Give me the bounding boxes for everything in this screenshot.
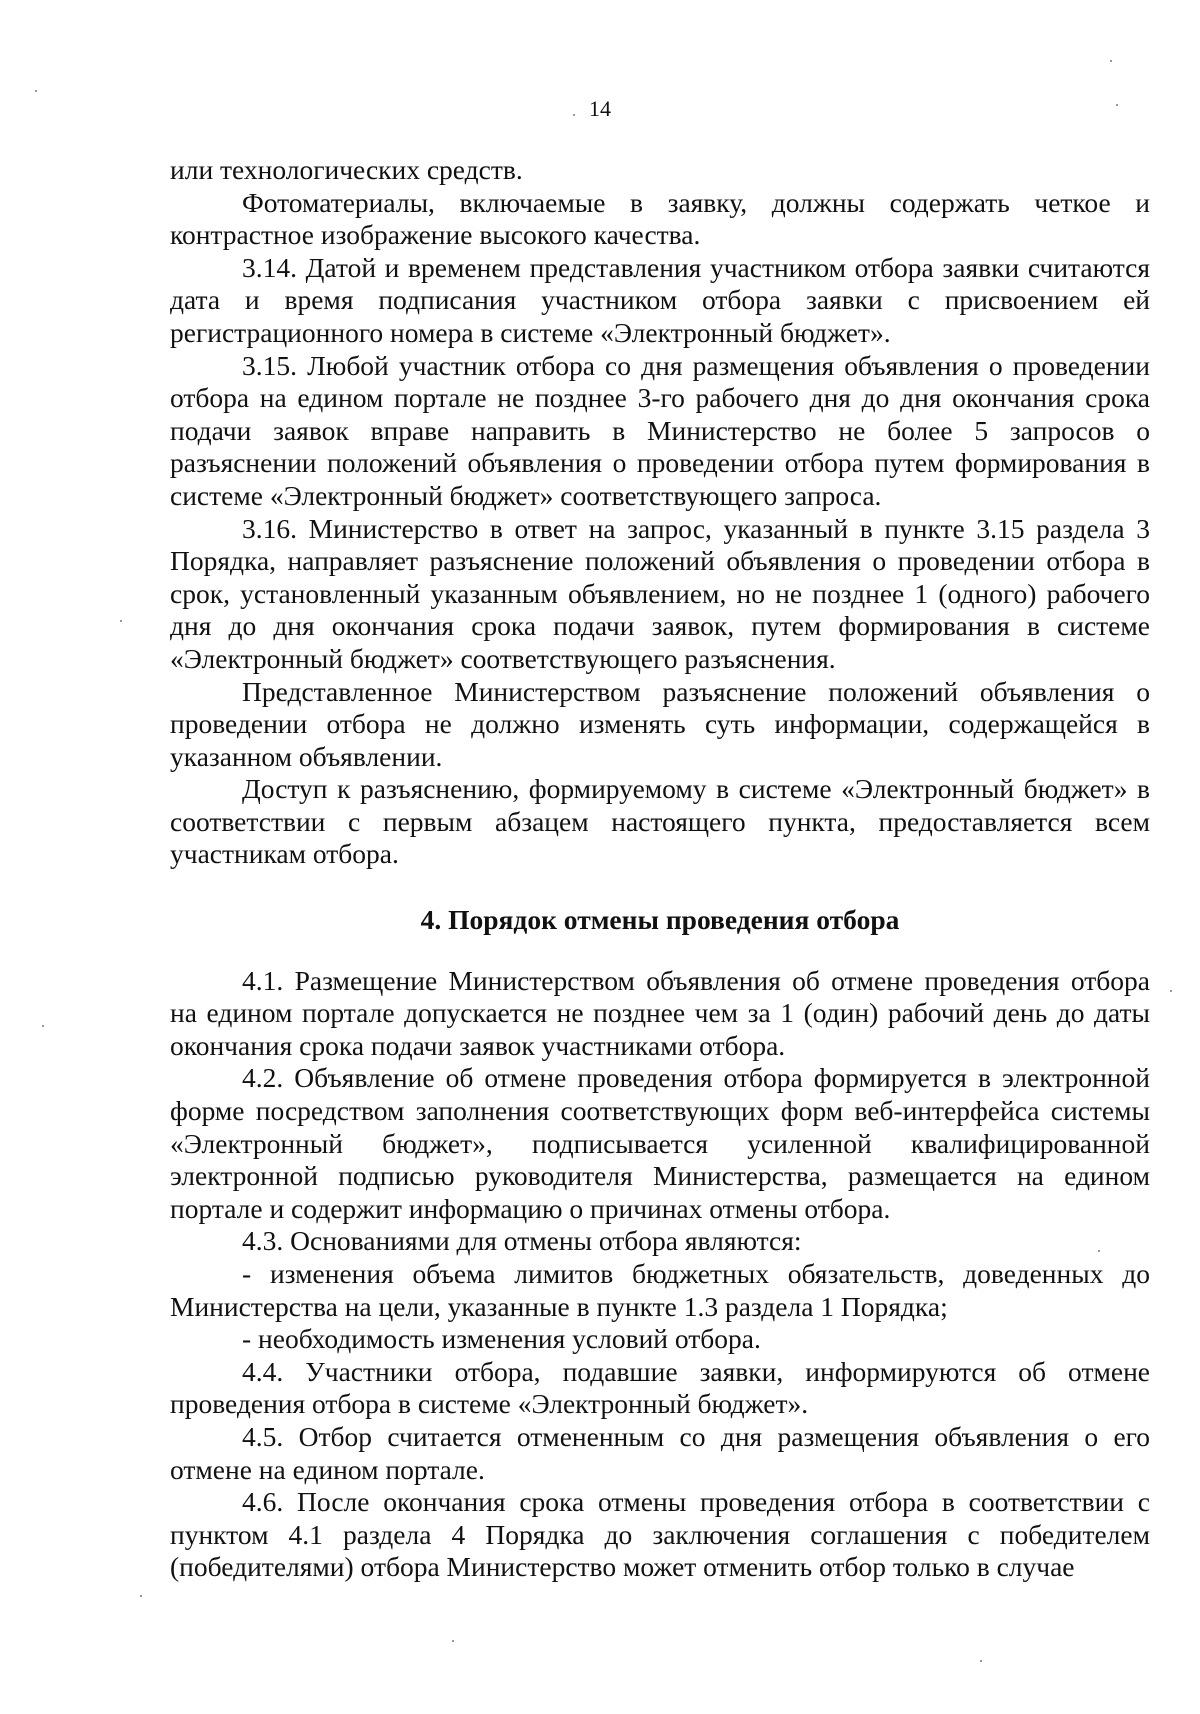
list-item-budget-limits: - изменения объема лимитов бюджетных обязательств, доведенных до Министерства на цели, указанные в пункте 1.3 раздела 1 Порядка; xyxy=(170,1258,1150,1322)
paragraph-4-1: 4.1. Размещение Министерством объявления об отмене проведения отбора на едином портале допускается не позднее чем за 1 (один) рабочий день до даты окончания срока подачи заявок участниками отбора. xyxy=(170,964,1150,1061)
scan-speck xyxy=(452,1640,454,1642)
paragraph-3-15: 3.15. Любой участник отбора со дня размещения объявления о проведении отбора на едином портале не позднее 3-го рабочего дня до дня окончания срока подачи заявок вправе направить в Министерство не более 5 запросов о разъяснении положений объявления о проведении отбора путем формирования в системе «Электронный бюджет» соответствующего запроса. xyxy=(170,349,1150,511)
scan-speck xyxy=(1170,990,1172,992)
scan-speck xyxy=(42,1025,44,1027)
scan-speck xyxy=(35,90,37,92)
scan-speck xyxy=(1110,60,1112,62)
scan-speck xyxy=(573,114,575,116)
paragraph-4-5: 4.5. Отбор считается отмененным со дня размещения объявления о его отмене на едином портале. xyxy=(170,1420,1150,1485)
paragraph-clarification-access: Доступ к разъяснению, формируемому в системе «Электронный бюджет» в соответствии с первым абзацем настоящего пункта, предоставляется всем участникам отбора. xyxy=(170,773,1150,870)
document-body xyxy=(170,154,1150,1584)
paragraph-3-16: 3.16. Министерство в ответ на запрос, указанный в пункте 3.15 раздела 3 Порядка, направляет разъяснение положений объявления о проведении отбора в срок, установленный указанным объявлением, но не позднее 1 (одного) рабочего дня до дня окончания срока подачи заявок, путем формирования в системе «Электронный бюджет» соответствующего разъяснения. xyxy=(170,512,1150,674)
paragraph-clarification-content: Представленное Министерством разъяснение положений объявления о проведении отбора не должно изменять суть информации, содержащейся в указанном объявлении. xyxy=(170,675,1150,772)
paragraph-4-6: 4.6. После окончания срока отмены проведения отбора в соответствии с пунктом 4.1 раздела 4 Порядка до заключения соглашения с победителем (победителями) отбора Министерство может отменить отбор только в случае xyxy=(170,1486,1150,1583)
scan-speck xyxy=(1098,1250,1100,1252)
paragraph-4-4: 4.4. Участники отбора, подавшие заявки, информируются об отмене проведения отбора в системе «Электронный бюджет». xyxy=(170,1355,1150,1420)
section-heading: 4. Порядок отмены проведения отбора xyxy=(420,904,900,936)
scan-speck xyxy=(1116,104,1118,106)
paragraph-3-14: 3.14. Датой и временем представления участником отбора заявки считаются дата и время подписания участником отбора заявки с присвоением ей регистрационного номера в системе «Электронный бюджет». xyxy=(170,251,1150,348)
paragraph-photo-materials: Фотоматериалы, включаемые в заявку, должны содержать четкое и контрастное изображение высокого качества. xyxy=(170,186,1150,251)
scan-speck xyxy=(980,1660,982,1662)
scan-speck xyxy=(120,620,122,622)
paragraph-4-2: 4.2. Объявление об отмене проведения отбора формируется в электронной форме посредством заполнения соответствующих форм веб-интерфейса системы «Электронный бюджет», подписывается усиленной квалифицированной электронной подписью руководителя Министерства, размещается на едином портале и содержит информацию о причинах отмены отбора. xyxy=(170,1062,1150,1224)
scan-speck xyxy=(140,1595,142,1597)
paragraph-continuation: или технологических средств. xyxy=(170,154,523,185)
page-number: 14 xyxy=(589,96,611,121)
list-item-conditions-change: - необходимость изменения условий отбора. xyxy=(242,1323,761,1355)
paragraph-4-3: 4.3. Основаниями для отмены отбора являются: xyxy=(242,1225,802,1257)
